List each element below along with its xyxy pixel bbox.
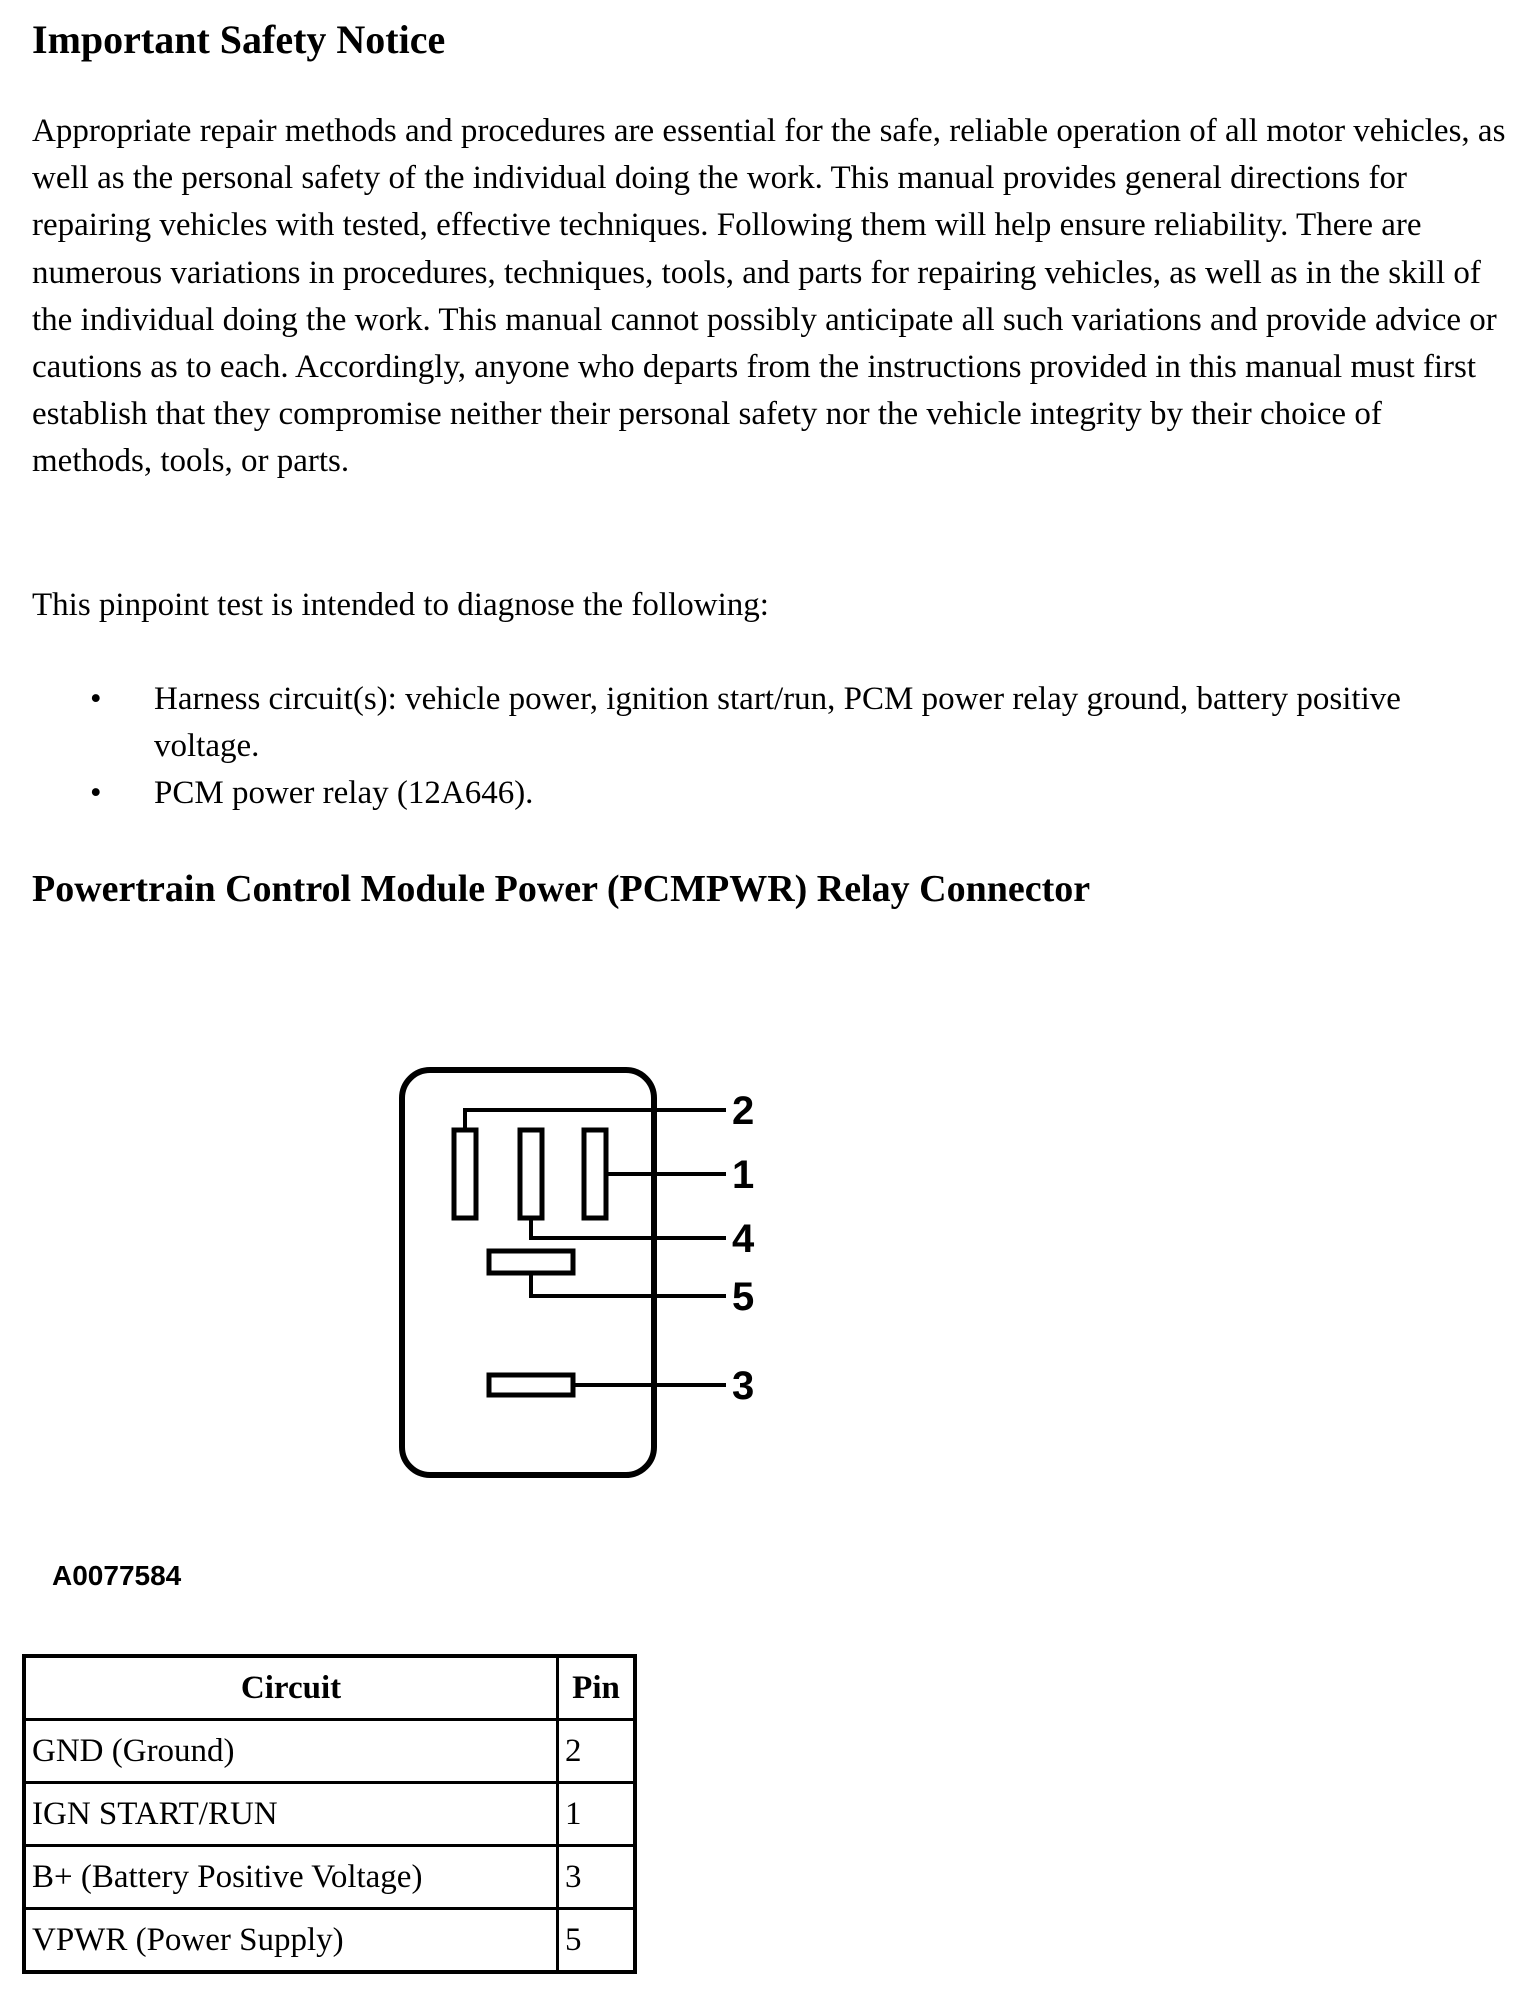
safety-notice-title: Important Safety Notice: [32, 17, 446, 62]
terminal-pin-2: [454, 1130, 476, 1218]
leader-line-5: [531, 1273, 726, 1296]
circuit-cell: VPWR (Power Supply): [24, 1909, 558, 1973]
pin-label-3: 3: [732, 1364, 755, 1408]
terminal-pin-1: [584, 1130, 606, 1218]
table-row: [24, 1720, 635, 1783]
connector-title: Powertrain Control Module Power (PCMPWR) Relay Connector: [32, 868, 1091, 910]
pin-label-1: 1: [732, 1153, 755, 1197]
circuit-cell: B+ (Battery Positive Voltage): [24, 1846, 558, 1909]
pin-label-2: 2: [732, 1089, 755, 1133]
list-item: [32, 676, 1510, 770]
pin-cell: 2: [558, 1720, 636, 1783]
pin-table: [22, 1654, 637, 1974]
list-item-text: PCM power relay (12A646).: [154, 775, 534, 811]
figure-id: A0077584: [52, 1560, 182, 1591]
table-row: [24, 1846, 635, 1909]
circuit-cell: GND (Ground): [24, 1720, 558, 1783]
terminal-pin-4: [520, 1130, 542, 1218]
table-row: [24, 1783, 635, 1846]
header-pin: Pin: [558, 1656, 636, 1720]
pin-cell: 3: [558, 1846, 636, 1909]
pin-cell: 5: [558, 1909, 636, 1973]
terminal-pin-5: [489, 1251, 573, 1273]
diagnosis-list: [32, 676, 1510, 817]
list-item: [32, 770, 1510, 817]
safety-notice-body: Appropriate repair methods and procedures are essential for the safe, reliable operation of all motor vehicles, as well as the personal safety of the individual doing the work. This manual provides general directions for repairing vehicles with tested, effective techniques. Following them will help ensure reliability. There are numerous variations in procedures, techniques, tools, and parts for repairing vehicles, as well as in the skill of the individual doing the work. This manual cannot possibly anticipate all such variations and provide advice or cautions as to each. Accordingly, anyone who departs from the instructions provided in this manual must first establish that they compromise neither their personal safety nor the vehicle integrity by their choice of methods, tools, or parts.: [32, 113, 1506, 480]
terminal-pin-3: [489, 1375, 573, 1395]
list-item-text: Harness circuit(s): vehicle power, ignition start/run, PCM power relay ground, battery positive voltage.: [154, 681, 1401, 764]
pinpoint-intro: This pinpoint test is intended to diagnose the following:: [32, 587, 769, 623]
relay-connector-diagram: [370, 1050, 790, 1490]
pin-label-4: 4: [732, 1217, 755, 1261]
circuit-cell: IGN START/RUN: [24, 1783, 558, 1846]
table-row: [24, 1909, 635, 1973]
pin-label-5: 5: [732, 1275, 755, 1319]
table-header-row: [24, 1656, 635, 1720]
bullet-icon: •: [90, 775, 102, 811]
pin-cell: 1: [558, 1783, 636, 1846]
leader-line-4: [531, 1218, 726, 1238]
bullet-icon: •: [90, 681, 102, 717]
leader-line-2: [465, 1110, 726, 1130]
header-circuit: Circuit: [24, 1656, 558, 1720]
